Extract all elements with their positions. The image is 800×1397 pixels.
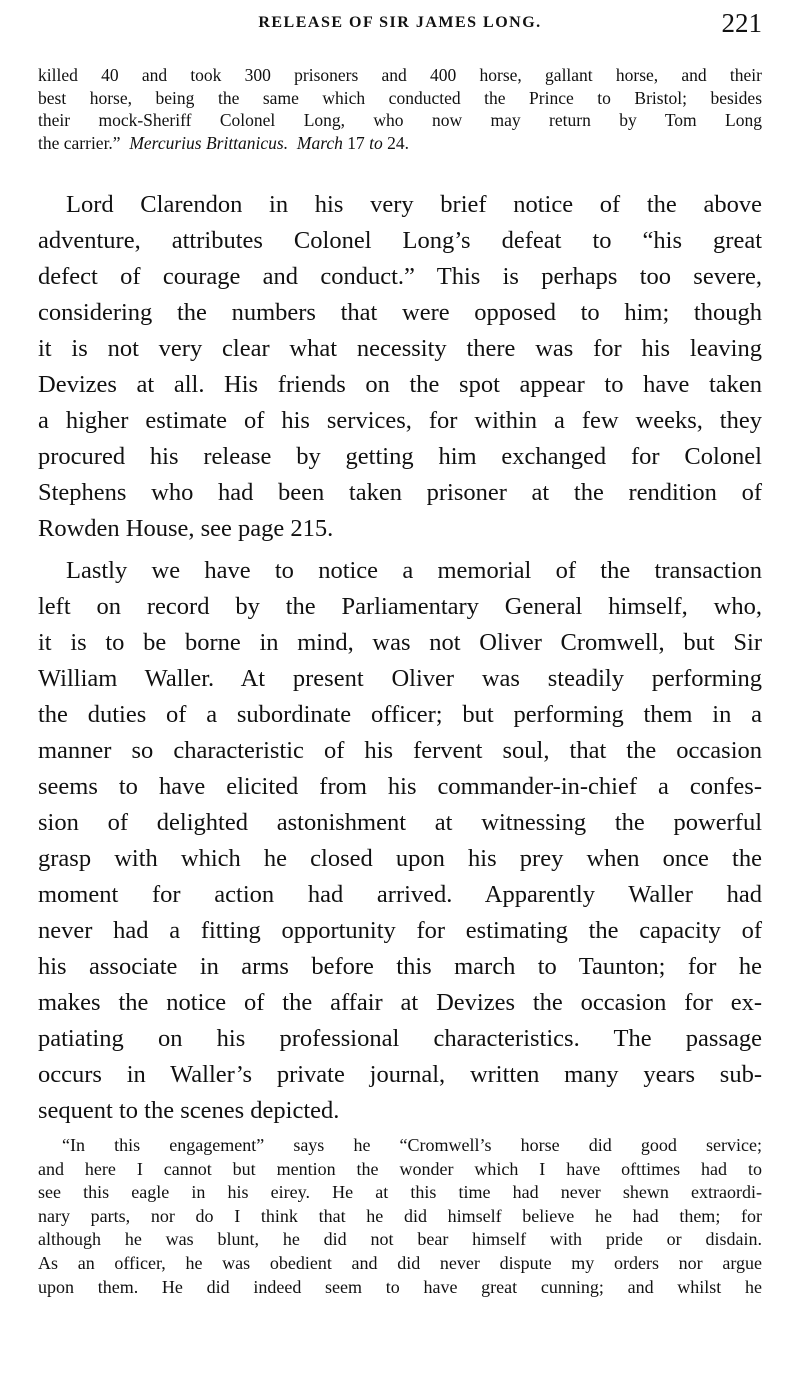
- body-line: occurs in Waller’s private journal, written many years sub-: [38, 1061, 762, 1088]
- body-line: his associate in arms before this march to Taunton; for he: [38, 953, 762, 980]
- running-title: RELEASE OF SIR JAMES LONG.: [258, 14, 542, 31]
- body-line: adventure, attributes Colonel Long’s defeat to “his great: [38, 227, 762, 254]
- body-line: Rowden House, see page 215.: [38, 515, 334, 542]
- body-line: patiating on his professional characteristics. The passage: [38, 1025, 762, 1052]
- top-quote-line-end: the carrier.”: [38, 132, 121, 153]
- body-line: a higher estimate of his services, for within a few weeks, they: [38, 407, 762, 434]
- top-quote-citation-line: [38, 132, 762, 155]
- source-date-to-word: to: [369, 132, 383, 153]
- paragraph-clarendon: [38, 187, 762, 547]
- body-line: Lastly we have to notice a memorial of the transaction: [66, 557, 762, 584]
- source-title: Mercurius Brittanicus.: [129, 132, 289, 153]
- body-line: considering the numbers that were opposed to him; though: [38, 299, 762, 326]
- body-line: procured his release by getting him exchanged for Colonel: [38, 443, 762, 470]
- book-page: [38, 0, 762, 1397]
- body-line: defect of courage and conduct.” This is perhaps too severe,: [38, 263, 762, 290]
- body-line: the duties of a subordinate officer; but performing them in a: [38, 701, 762, 728]
- quote-line: and here I cannot but mention the wonder which I have ofttimes had to: [38, 1158, 762, 1179]
- quote-line: see this eagle in his eirey. He at this time had never shewn extraordi-: [38, 1182, 762, 1203]
- body-line: sion of delighted astonishment at witnessing the powerful: [38, 809, 762, 836]
- running-head: [38, 8, 762, 40]
- quote-line: As an officer, he was obedient and did never dispute my orders nor argue: [38, 1252, 762, 1273]
- body-line: Devizes at all. His friends on the spot appear to have taken: [38, 371, 762, 398]
- quote-line: although he was blunt, he did not bear himself with pride or disdain.: [38, 1229, 762, 1250]
- body-line: Stephens who had been taken prisoner at the rendition of: [38, 479, 762, 506]
- page-number: 221: [721, 8, 762, 38]
- top-quote-line: their mock-Sheriff Colonel Long, who now may return by Tom Long: [38, 110, 762, 131]
- body-line: never had a fitting opportunity for estimating the capacity of: [38, 917, 762, 944]
- source-date-from: 17: [347, 132, 365, 153]
- body-line: sequent to the scenes depicted.: [38, 1097, 340, 1124]
- body-line: moment for action had arrived. Apparently Waller had: [38, 881, 762, 908]
- source-date-to: 24.: [387, 132, 410, 153]
- source-date-month: March: [296, 132, 343, 153]
- quote-line: nary parts, nor do I think that he did himself believe he had them; for: [38, 1205, 762, 1226]
- top-quote-line: killed 40 and took 300 prisoners and 400 horse, gallant horse, and their: [38, 65, 762, 85]
- body-line: Lord Clarendon in his very brief notice of the above: [66, 191, 762, 218]
- body-line: it is to be borne in mind, was not Oliver Cromwell, but Sir: [38, 629, 762, 656]
- body-line: makes the notice of the affair at Devizes the occasion for ex-: [38, 989, 762, 1016]
- body-line: grasp with which he closed upon his prey when once the: [38, 845, 762, 872]
- quote-line: upon them. He did indeed seem to have great cunning; and whilst he: [38, 1276, 762, 1297]
- body-text: [38, 187, 762, 1129]
- body-line: left on record by the Parliamentary General himself, who,: [38, 593, 762, 620]
- body-line: seems to have elicited from his commander-in-chief a confes-: [38, 773, 762, 800]
- top-quote-line: best horse, being the same which conducted the Prince to Bristol; besides: [38, 87, 762, 108]
- body-line: manner so characteristic of his fervent soul, that the occasion: [38, 737, 762, 764]
- paragraph-waller: [38, 553, 762, 1129]
- quote-line: “In this engagement” says he “Cromwell’s horse did good service;: [62, 1135, 762, 1155]
- body-line: it is not very clear what necessity there was for his leaving: [38, 335, 762, 362]
- top-quote-block: [38, 64, 762, 154]
- waller-journal-quote: [38, 1134, 762, 1299]
- body-line: William Waller. At present Oliver was steadily performing: [38, 665, 762, 692]
